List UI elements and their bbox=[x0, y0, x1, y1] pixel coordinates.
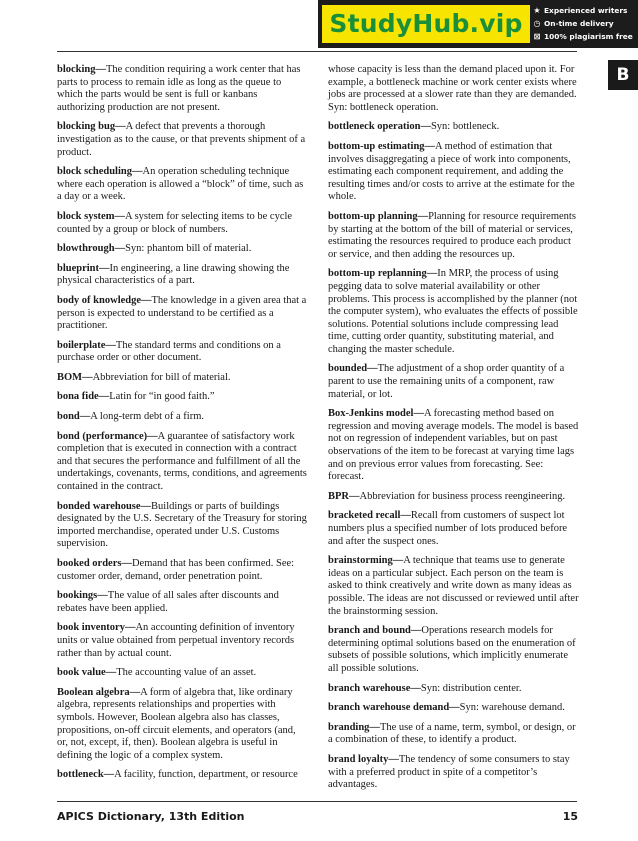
dictionary-entry bbox=[328, 211, 580, 261]
entry-term: bottom-up estimating— bbox=[328, 140, 436, 152]
entry-definition: Syn: bottleneck. bbox=[430, 121, 500, 133]
dictionary-entry bbox=[57, 64, 307, 114]
entry-definition: In MRP, the process of using pegging data to solve material availability or other problems. This process is accomplished by the planner (not the computer system), who evaluates the effects of possible solutions. Potential solutions include compressing lead time, cutting order quantity, substituting material, and changing the master schedule. bbox=[328, 268, 578, 355]
dictionary-entry bbox=[57, 687, 307, 763]
entry-definition: In engineering, a line drawing showing the physical characteristics of a part. bbox=[57, 262, 290, 287]
entry-definition: Syn: phantom bill of material. bbox=[125, 243, 252, 255]
entry-term: Box-Jenkins model— bbox=[328, 408, 424, 420]
entry-definition: The adjustment of a shop order quantity of a parent to use the remaining units of a component, raw material, or lot. bbox=[328, 363, 565, 400]
right-column bbox=[328, 64, 580, 799]
entry-definition: Latin for “in good faith.” bbox=[109, 391, 215, 403]
dictionary-entry bbox=[57, 121, 307, 159]
entry-definition: An operation scheduling technique where each operation is allowed a “block” of time, such as a day or a week. bbox=[57, 166, 304, 203]
entry-term: Boolean algebra— bbox=[57, 686, 141, 698]
entry-term: bond (performance)— bbox=[57, 430, 158, 442]
entry-term: brand loyalty— bbox=[328, 753, 399, 765]
entry-definition: The accounting value of an asset. bbox=[116, 667, 257, 679]
entry-definition: The value of all sales after discounts and rebates have been applied. bbox=[57, 590, 279, 614]
entry-term: bona fide— bbox=[57, 391, 110, 403]
dictionary-entry bbox=[57, 501, 307, 551]
dictionary-entry bbox=[328, 702, 580, 715]
entry-definition: The knowledge in a given area that a person is expected to understand to be certified as a practitioner. bbox=[57, 294, 307, 332]
entry-definition: Syn: warehouse demand. bbox=[459, 702, 565, 714]
entry-definition: Syn: distribution center. bbox=[420, 682, 522, 694]
entry-definition: A system for selecting items to be cycle counted by a group or block of numbers. bbox=[57, 210, 293, 235]
entry-term: bottleneck operation— bbox=[328, 121, 431, 133]
entry-term: block system— bbox=[57, 210, 125, 222]
dictionary-entry bbox=[328, 141, 580, 204]
ad-features bbox=[532, 4, 638, 43]
clock-icon: ◷ bbox=[533, 19, 541, 28]
entry-definition: A form of algebra that, like ordinary algebra, represents relationships and properties with symbols. However, Boolean algebra also has classes, propositions, on-off circuit elements, and operators (and, or, not, except, if, then). Boolean algebra is useful in defining the logic of a complex system. bbox=[57, 686, 296, 761]
entry-term: bond— bbox=[57, 411, 91, 423]
dictionary-entry bbox=[57, 372, 307, 385]
top-divider bbox=[57, 51, 577, 52]
entry-definition: The condition requiring a work center that has parts to process to remain idle as long as the queue to which the parts would be sent is full or kanbans authorizing production are not present. bbox=[57, 64, 301, 113]
ad-feature bbox=[532, 17, 638, 30]
ad-feature-text: On-time delivery bbox=[544, 19, 614, 28]
dictionary-entry bbox=[57, 431, 307, 494]
entry-term: bracketed recall— bbox=[328, 510, 411, 522]
star-icon: ★ bbox=[533, 6, 541, 15]
page-number: 15 bbox=[562, 810, 578, 823]
ad-feature bbox=[532, 30, 638, 43]
check-icon: ⊠ bbox=[533, 32, 541, 41]
dictionary-entry bbox=[57, 590, 307, 615]
ad-feature-text: Experienced writers bbox=[544, 6, 628, 15]
ad-feature-text: 100% plagiarism free bbox=[544, 32, 633, 41]
entry-definition: Buildings or parts of buildings designated by the U.S. Secretary of the Treasury for storing imported merchandise, operated under U.S. Customs supervision. bbox=[57, 500, 307, 550]
dictionary-entry bbox=[328, 268, 580, 356]
entry-term: BPR— bbox=[328, 490, 360, 502]
entry-definition: Recall from customers of suspect lot numbers plus a specified number of lots produced before and after the suspect ones. bbox=[328, 510, 568, 547]
entry-definition: Abbreviation for bill of material. bbox=[92, 371, 231, 383]
entry-definition: A method of estimation that involves disaggregating a piece of work into components, estimating each component requirement, and adding the resulting times and/or costs to arrive at the estimate for the whole. bbox=[328, 140, 575, 203]
dictionary-entry bbox=[328, 683, 580, 696]
entry-term: bottleneck— bbox=[57, 769, 115, 781]
dictionary-entry bbox=[328, 754, 580, 792]
left-column bbox=[57, 64, 307, 789]
entry-term: blocking bug— bbox=[57, 121, 126, 133]
bottom-divider bbox=[57, 801, 577, 802]
entry-term: branch warehouse— bbox=[328, 682, 421, 694]
entry-term: body of knowledge— bbox=[57, 294, 152, 306]
entry-definition: An accounting definition of inventory units or value obtained from perpetual inventory records rather than by actual count. bbox=[57, 622, 295, 659]
entry-term: bounded— bbox=[328, 363, 378, 375]
entry-definition: A guarantee of satisfactory work completion that is executed in connection with a contract and that secures the performance and fulfillment of all the undertakings, covenants, terms, conditions, and agreements contained in the contract. bbox=[57, 430, 307, 493]
dictionary-entry bbox=[57, 391, 307, 404]
dictionary-entry bbox=[328, 64, 580, 114]
dictionary-entry bbox=[57, 411, 307, 424]
dictionary-entry bbox=[57, 667, 307, 680]
entry-definition: Operations research models for determining optimal solutions based on the enumeration of subsets of possible solutions, which implicitly enumerate all possible solutions. bbox=[328, 625, 576, 674]
dictionary-entry bbox=[328, 722, 580, 747]
ad-banner[interactable] bbox=[318, 0, 638, 48]
entry-definition: A defect that prevents a thorough investigation as to the cause, or that prevents shipment of a product. bbox=[57, 121, 306, 158]
entry-term: BOM— bbox=[57, 371, 93, 383]
dictionary-entry bbox=[57, 622, 307, 660]
dictionary-entry bbox=[57, 211, 307, 236]
entry-term: bonded warehouse— bbox=[57, 500, 152, 512]
entry-definition: whose capacity is less than the demand placed upon it. For example, a bottleneck machine or work center exists where jobs are processed at a slower rate than they are demanded. Syn: bottleneck operation. bbox=[328, 64, 577, 113]
entry-term: booked orders— bbox=[57, 558, 132, 569]
entry-term: branding— bbox=[328, 721, 380, 733]
ad-feature bbox=[532, 4, 638, 17]
dictionary-entry bbox=[57, 263, 307, 288]
entry-term: book value— bbox=[57, 667, 117, 679]
entry-term: branch and bound— bbox=[328, 625, 422, 637]
dictionary-entry bbox=[328, 121, 580, 134]
entry-term: blowthrough— bbox=[57, 243, 126, 255]
entry-term: bottom-up replanning— bbox=[328, 268, 438, 280]
entry-definition: A technique that teams use to generate ideas on a particular subject. Each person on the team is asked to think creatively and write down as many ideas as possible. The ideas are not discussed or reviewed until after the brainstorming session. bbox=[328, 555, 579, 617]
entry-definition: A forecasting method based on regression and moving average models. The model is based not on regression of independent variables, but on past observations of the item to be forecast at varying time lags and on previous error values from forecasting. See: forecast. bbox=[328, 408, 579, 483]
entry-term: boilerplate— bbox=[57, 339, 116, 351]
entry-definition: The standard terms and conditions on a purchase order or other document. bbox=[57, 339, 281, 364]
entry-definition: Planning for resource requirements by starting at the bottom of the bill of material or services, estimating the resources required to produce each product or service, and then adding the resources up. bbox=[328, 210, 576, 260]
entry-term: block scheduling— bbox=[57, 166, 143, 178]
dictionary-entry bbox=[57, 340, 307, 365]
ad-logo[interactable]: StudyHub.vip bbox=[322, 5, 530, 43]
entry-definition: A long-term debt of a firm. bbox=[90, 411, 205, 423]
entry-term: blocking— bbox=[57, 64, 107, 75]
dictionary-entry bbox=[328, 491, 580, 504]
entry-term: bottom-up planning— bbox=[328, 210, 429, 222]
entry-term: branch warehouse demand— bbox=[328, 702, 460, 714]
dictionary-entry bbox=[57, 769, 307, 782]
dictionary-entry bbox=[57, 166, 307, 204]
dictionary-entry bbox=[57, 243, 307, 256]
dictionary-entry bbox=[57, 558, 307, 583]
entry-definition: A facility, function, department, or resource bbox=[114, 769, 298, 781]
section-letter-tab: B bbox=[608, 60, 638, 90]
entry-definition: The tendency of some consumers to stay with a preferred product in spite of a competitor’s advantages. bbox=[328, 753, 570, 791]
dictionary-entry bbox=[57, 295, 307, 333]
dictionary-entry bbox=[328, 555, 580, 618]
entry-definition: Demand that has been confirmed. See: customer order, demand, order penetration point. bbox=[57, 558, 295, 582]
entry-term: bookings— bbox=[57, 590, 108, 602]
entry-definition: The use of a name, term, symbol, or design, or a combination of these, to identify a product. bbox=[328, 721, 576, 746]
dictionary-entry bbox=[328, 363, 580, 401]
entry-term: blueprint— bbox=[57, 262, 110, 274]
entry-definition: Abbreviation for business process reengineering. bbox=[359, 490, 566, 502]
entry-term: book inventory— bbox=[57, 622, 136, 634]
footer-title: APICS Dictionary, 13th Edition bbox=[57, 810, 245, 823]
dictionary-entry bbox=[328, 408, 580, 484]
entry-term: brainstorming— bbox=[328, 555, 404, 567]
dictionary-entry bbox=[328, 625, 580, 675]
dictionary-entry bbox=[328, 510, 580, 548]
